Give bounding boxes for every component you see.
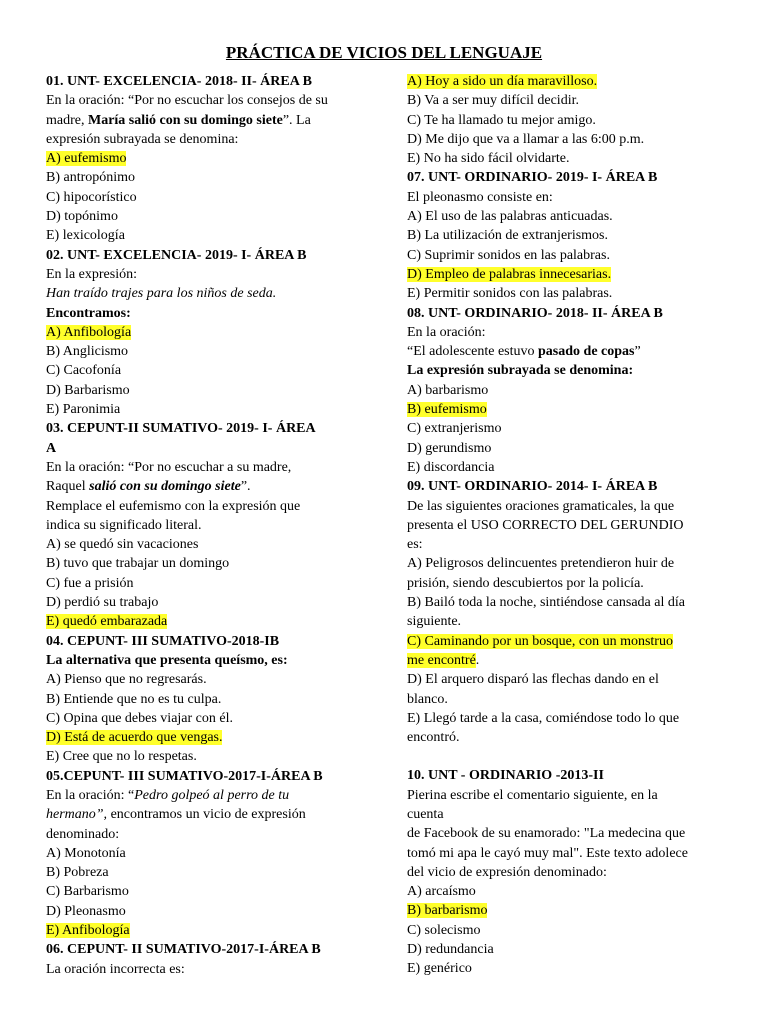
question-5-text-1b: : “ [120, 787, 135, 803]
question-8-underlined-expression: pasado de copas [538, 344, 635, 360]
question-2-option-c: C) Cacofonía [46, 363, 122, 379]
question-5-option-d: D) Pleonasmo [46, 903, 126, 919]
question-3-option-d: D) perdió su trabajo [46, 595, 159, 611]
question-4-header: 04. CEPUNT- III SUMATIVO-2018-IB [46, 633, 280, 649]
question-1-header: 01. UNT- EXCELENCIA- 2018- II- ÁREA B [46, 74, 312, 89]
question-7-option-a: A) El uso de las palabras anticuadas. [407, 209, 613, 225]
question-7-header: 07. UNT- ORDINARIO- 2019- I- ÁREA B [407, 170, 658, 186]
question-3-text-2a: Raquel [46, 479, 90, 495]
question-1-text-1: En la oración: “Por no escuchar los consejos de su [46, 93, 328, 109]
question-8-text-2a: “El adolescente estuvo [407, 344, 539, 360]
question-8-text-2 [407, 342, 727, 361]
question-5-text-2b: encontramos un vicio de expresión [107, 807, 306, 823]
question-5-text-1c: Pedro golpeó al perro de tu [134, 787, 290, 803]
question-2-text-2: Han traído trajes para los niños de seda. [46, 286, 277, 302]
question-1-text-3: expresión subrayada se denomina: [46, 131, 239, 147]
question-8-option-a: A) barbarismo [407, 382, 489, 398]
question-10-text-1: Pierina escribe el comentario siguiente, en la [407, 787, 658, 803]
question-5-text-2a: hermano”, [46, 807, 108, 823]
question-9-option-c-2-text: me encontré [407, 652, 476, 668]
question-5-option-e-text: E) Anfibología [46, 923, 130, 939]
question-9-text-3: es: [407, 537, 423, 553]
question-7-option-d [407, 265, 727, 284]
question-1-option-a [46, 149, 368, 168]
question-6-option-d: D) Me dijo que va a llamar a las 6:00 p.m. [407, 131, 645, 147]
question-9-option-c-1 [407, 632, 727, 651]
question-1-option-d: D) topónimo [46, 209, 118, 225]
question-1-text-2a: madre, [46, 112, 88, 128]
question-10-option-a: A) arcaísmo [407, 884, 476, 900]
question-10-option-c: C) solecismo [407, 922, 481, 938]
question-5-header: 05.CEPUNT- III SUMATIVO-2017-I-ÁREA B [46, 768, 323, 784]
question-8-option-b-text: B) eufemismo [407, 402, 487, 418]
question-1-option-b: B) antropónimo [46, 170, 136, 186]
question-3-option-e-text: E) quedó embarazada [46, 614, 168, 630]
question-8-text-2c: ” [634, 344, 641, 360]
left-column [46, 72, 368, 979]
question-5-option-a: A) Monotonía [46, 845, 126, 861]
question-4-option-a: A) Pienso que no regresarás. [46, 672, 207, 688]
question-7-option-c: C) Suprimir sonidos en las palabras. [407, 247, 610, 263]
question-8-text-1: En la oración: [407, 324, 486, 340]
question-1-option-c: C) hipocorístico [46, 189, 137, 205]
question-7-option-e: E) Permitir sonidos con las palabras. [407, 286, 613, 302]
question-1-text-2 [46, 111, 368, 130]
question-3-option-a: A) se quedó sin vacaciones [46, 537, 199, 553]
page-title: PRÁCTICA DE VICIOS DEL LENGUAJE [225, 43, 543, 62]
question-2-text-2-row [46, 284, 368, 303]
question-2-text-1: En la expresión: [46, 266, 137, 282]
question-3-header-2: A [46, 440, 57, 456]
question-5-option-b: B) Pobreza [46, 865, 109, 881]
question-2-option-a-text: A) Anfibología [46, 324, 132, 340]
question-6-option-e: E) No ha sido fácil olvidarte. [407, 151, 570, 167]
question-3-text-3: Remplace el eufemismo con la expresión que [46, 498, 301, 514]
question-9-option-b-2: siguiente. [407, 614, 462, 630]
question-1-underlined-expression: María salió con su domingo siete [87, 112, 283, 128]
question-9-option-d-1: D) El arquero disparó las flechas dando en el [407, 672, 659, 688]
question-9-option-c-1-text: C) Caminando por un bosque, con un monstruo [407, 633, 673, 649]
question-8-option-b [407, 400, 727, 419]
question-3-header-1: 03. CEPUNT-II SUMATIVO- 2019- I- ÁREA [46, 421, 316, 437]
question-6-option-a-text: A) Hoy a sido un día maravilloso. [407, 74, 598, 89]
question-9-option-c-2 [407, 651, 727, 670]
question-9-header: 09. UNT- ORDINARIO- 2014- I- ÁREA B [407, 479, 658, 495]
question-9-option-b-1: B) Bailó toda la noche, sintiéndose cansada al día [407, 595, 685, 611]
question-7-option-d-text: D) Empleo de palabras innecesarias. [407, 266, 612, 282]
question-6-text-1: La oración incorrecta es: [46, 961, 185, 977]
question-3-text-2 [46, 477, 368, 496]
question-3-text-2c: ”. [240, 479, 251, 495]
question-2-option-e: E) Paronimia [46, 402, 121, 418]
question-3-text-4: indica su significado literal. [46, 517, 202, 533]
question-5-text-3: denominado: [46, 826, 120, 842]
question-4-option-d-text: D) Está de acuerdo que vengas. [46, 730, 223, 746]
question-6-option-a [407, 72, 727, 91]
question-6-option-b: B) Va a ser muy difícil decidir. [407, 93, 579, 109]
question-3-underlined-expression: salió con su domingo siete [89, 479, 241, 495]
question-10-text-4: tomó mi apa le cayó muy mal". Este texto adolece [407, 845, 688, 861]
right-column [407, 72, 727, 979]
question-8-option-c: C) extranjerismo [407, 421, 502, 437]
question-4-option-b: B) Entiende que no es tu culpa. [46, 691, 222, 707]
question-5-option-c: C) Barbarismo [46, 884, 129, 900]
question-10-header: 10. UNT - ORDINARIO -2013-II [407, 768, 604, 784]
question-10-option-b-text: B) barbarismo [407, 903, 488, 919]
question-8-text-3: La expresión subrayada se denomina: [407, 363, 634, 379]
question-10-text-5: del vicio de expresión denominado: [407, 864, 607, 880]
question-9-option-d-2: blanco. [407, 691, 448, 707]
question-5-text-1 [46, 786, 368, 805]
question-10-option-e: E) genérico [407, 961, 472, 977]
question-4-option-e: E) Cree que no lo respetas. [46, 749, 197, 765]
question-9-option-e-1: E) Llegó tarde a la casa, comiéndose todo lo que [407, 710, 680, 726]
question-2-text-3: Encontramos: [46, 305, 131, 321]
question-10-text-2: cuenta [407, 806, 444, 822]
question-10-option-d: D) redundancia [407, 942, 494, 958]
question-2-option-a [46, 323, 368, 342]
question-4-text-1: La alternativa que presenta queísmo, es: [46, 652, 288, 668]
question-4-option-c: C) Opina que debes viajar con él. [46, 710, 233, 726]
question-6-header: 06. CEPUNT- II SUMATIVO-2017-I-ÁREA B [46, 942, 321, 958]
question-3-option-c: C) fue a prisión [46, 575, 134, 591]
question-1-option-e: E) lexicología [46, 228, 125, 244]
question-8-option-d: D) gerundismo [407, 440, 492, 456]
spacer [407, 747, 727, 766]
question-9-text-1: De las siguientes oraciones gramaticales, la que [407, 498, 675, 514]
question-8-option-e: E) discordancia [407, 459, 495, 475]
question-6-option-c: C) Te ha llamado tu mejor amigo. [407, 112, 596, 128]
question-5-text-1a: En la oración [46, 787, 121, 803]
question-9-text-2: presenta el USO CORRECTO DEL GERUNDIO [407, 517, 684, 533]
question-8-header: 08. UNT- ORDINARIO- 2018- II- ÁREA B [407, 305, 663, 321]
question-1-text-2c: ”. La [282, 112, 311, 128]
question-3-option-e [46, 612, 368, 631]
question-10-option-b [407, 901, 727, 920]
question-10-text-3: de Facebook de su enamorado: "La medecina que [407, 826, 686, 842]
question-1-option-a-text: A) eufemismo [46, 151, 127, 167]
question-2-option-b: B) Anglicismo [46, 344, 129, 360]
question-4-option-d [46, 728, 368, 747]
question-3-text-1: En la oración: “Por no escuchar a su madre, [46, 459, 292, 475]
question-9-option-a-2: prisión, siendo descubiertos por la policía. [407, 575, 644, 591]
question-7-text-1: El pleonasmo consiste en: [407, 189, 553, 205]
question-9-option-a-1: A) Peligrosos delincuentes pretendieron huir de [407, 556, 675, 572]
question-5-option-e [46, 921, 368, 940]
question-5-text-2 [46, 805, 368, 824]
question-9-option-c-2-period: . [475, 652, 480, 668]
question-7-option-b: B) La utilización de extranjerismos. [407, 228, 608, 244]
question-2-header: 02. UNT- EXCELENCIA- 2019- I- ÁREA B [46, 247, 307, 263]
question-3-option-b: B) tuvo que trabajar un domingo [46, 556, 230, 572]
question-9-option-e-2: encontró. [407, 730, 460, 746]
question-2-option-d: D) Barbarismo [46, 382, 130, 398]
